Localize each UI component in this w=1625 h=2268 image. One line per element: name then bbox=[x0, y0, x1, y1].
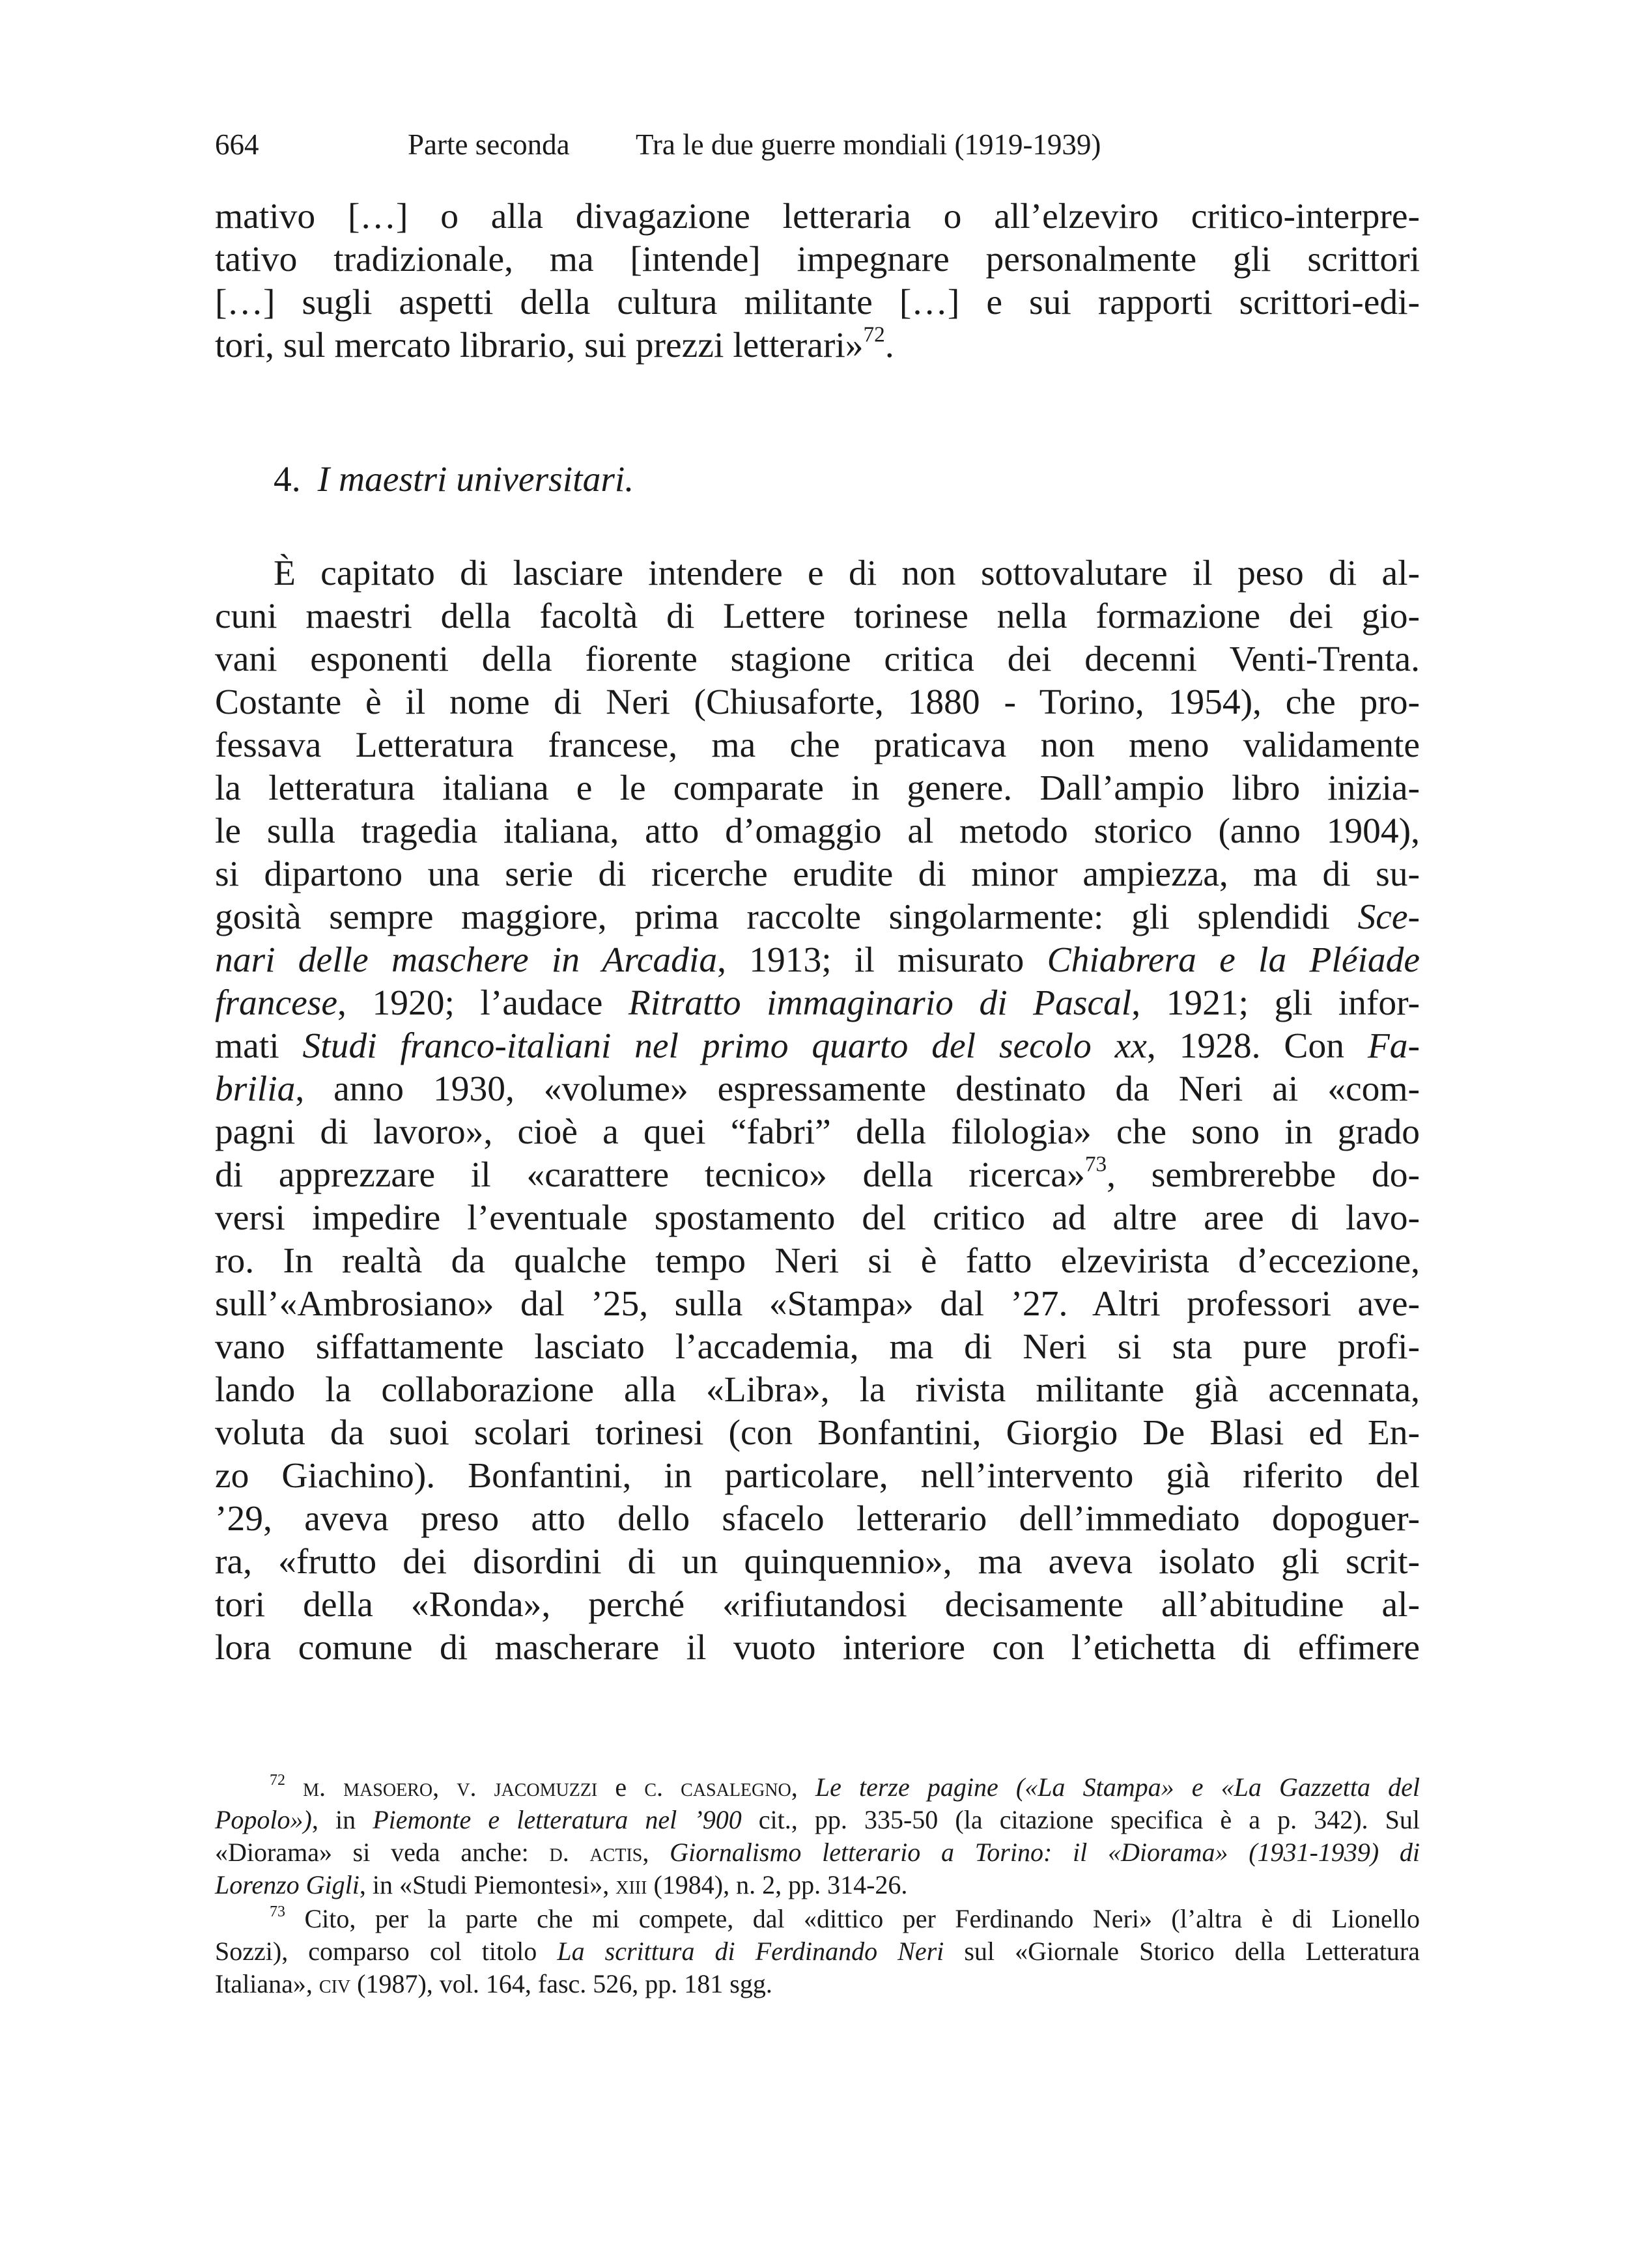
section-title: I maestri universitari. bbox=[317, 460, 634, 499]
text-line: È capitato di lasciare intendere e di non sottovalutare il peso di al- bbox=[274, 553, 1420, 593]
text-line: tativo tradizionale, ma [intende] impegnare personalmente gli scrittori bbox=[215, 240, 1420, 279]
section-heading bbox=[274, 458, 634, 501]
page-number: 664 bbox=[215, 128, 259, 161]
text-line: brilia, anno 1930, «volume» espressamente destinato da Neri ai «com- bbox=[215, 1069, 1420, 1109]
running-head-title: Tra le due guerre mondiali (1919-1939) bbox=[636, 128, 1101, 161]
text-line: ra, «frutto dei disordini di un quinquennio», ma aveva isolato gli scrit- bbox=[215, 1542, 1420, 1582]
text-line: tori, sul mercato librario, sui prezzi letterari»$^{72}$. bbox=[215, 322, 894, 365]
text-line: mativo […] o alla divagazione letteraria o all’elzeviro critico-interpre- bbox=[215, 197, 1420, 236]
text-line: versi impedire l’eventuale spostamento del critico ad altre aree di lavo- bbox=[215, 1198, 1420, 1238]
running-head-part: Parte seconda bbox=[408, 128, 570, 161]
text-line: cuni maestri della facoltà di Lettere torinese nella formazione dei gio- bbox=[215, 596, 1420, 636]
text-line: vani esponenti della fiorente stagione critica dei decenni Venti-Trenta. bbox=[215, 639, 1420, 679]
footnote-number: 72 bbox=[270, 1772, 285, 1789]
text-line: lora comune di mascherare il vuoto interiore con l’etichetta di effimere bbox=[215, 1628, 1420, 1668]
text-line: si dipartono una serie di ricerche erudite di minor ampiezza, ma di su- bbox=[215, 854, 1420, 894]
footnote-ref[interactable]: 73 bbox=[1084, 1152, 1107, 1177]
footnote-72-line: Popolo»), in Piemonte e letteratura nel ’900 cit., pp. 335-50 (la citazione specifica è a p. 342). Sul bbox=[215, 1805, 1420, 1834]
footnote-72-line: Lorenzo Gigli, in «Studi Piemontesi», xiii (1984), n. 2, pp. 314-26. bbox=[215, 1870, 908, 1899]
text-line: pagni di lavoro», cioè a quei “fabri” della filologia» che sono in grado bbox=[215, 1112, 1420, 1152]
text-line: di apprezzare il «carattere tecnico» della ricerca»$^{73}$, sembrerebbe do- bbox=[215, 1152, 1420, 1195]
text-line: ’29, aveva preso atto dello sfacelo letterario dell’immediato dopoguer- bbox=[215, 1499, 1420, 1539]
text-line: mati Studi franco-italiani nel primo quarto del secolo xx, 1928. Con Fa- bbox=[215, 1026, 1420, 1066]
footnote-ref[interactable]: 72 bbox=[863, 322, 885, 347]
text-line: tori della «Ronda», perché «rifiutandosi decisamente all’abitudine al- bbox=[215, 1585, 1420, 1625]
text-line: zo Giachino). Bonfantini, in particolare, nell’intervento già riferito del bbox=[215, 1456, 1420, 1496]
text-line: lando la collaborazione alla «Libra», la rivista militante già accennata, bbox=[215, 1370, 1420, 1410]
text-line: ro. In realtà da qualche tempo Neri si è fatto elzevirista d’eccezione, bbox=[215, 1241, 1420, 1281]
text-line: sull’«Ambrosiano» dal ’25, sulla «Stampa» dal ’27. Altri professori ave- bbox=[215, 1284, 1420, 1324]
text-line: la letteratura italiana e le comparate in genere. Dall’ampio libro inizia- bbox=[215, 768, 1420, 808]
section-number: 4. bbox=[274, 460, 301, 499]
text-line: vano siffattamente lasciato l’accademia, ma di Neri si sta pure profi- bbox=[215, 1327, 1420, 1367]
footnote-number: 73 bbox=[270, 1903, 285, 1921]
footnote-72-line: $^{72}$ m. masoero, v. jacomuzzi e c. casalegno, Le terze pagine («La Stampa» e «La Gazzetta del bbox=[270, 1772, 1420, 1802]
text-line: le sulla tragedia italiana, atto d’omaggio al metodo storico (anno 1904), bbox=[215, 811, 1420, 851]
footnote-72-line: «Diorama» si veda anche: d. actis, Giornalismo letterario a Torino: il «Diorama» (1931-1939) di bbox=[215, 1838, 1420, 1867]
footnote-73-line: $^{73}$ Cito, per la parte che mi compete, dal «dittico per Ferdinando Neri» (l’altra è di Lionello bbox=[270, 1903, 1420, 1933]
footnote-73-line: Sozzi), comparso col titolo La scrittura di Ferdinando Neri sul «Giornale Storico della Letteratura bbox=[215, 1937, 1420, 1966]
text-line: nari delle maschere in Arcadia, 1913; il misurato Chiabrera e la Pléiade bbox=[215, 940, 1420, 980]
text-line: gosità sempre maggiore, prima raccolte singolarmente: gli splendidi Sce- bbox=[215, 897, 1420, 937]
footnote-73-line: Italiana», civ (1987), vol. 164, fasc. 526, pp. 181 sgg. bbox=[215, 1969, 772, 1998]
text-line: Costante è il nome di Neri (Chiusaforte, 1880 - Torino, 1954), che pro- bbox=[215, 682, 1420, 722]
text-line: […] sugli aspetti della cultura militante […] e sui rapporti scrittori-edi- bbox=[215, 283, 1420, 322]
text-line: francese, 1920; l’audace Ritratto immaginario di Pascal, 1921; gli infor- bbox=[215, 983, 1420, 1023]
text-line: voluta da suoi scolari torinesi (con Bonfantini, Giorgio De Blasi ed En- bbox=[215, 1413, 1420, 1453]
text-line: fessava Letteratura francese, ma che praticava non meno validamente bbox=[215, 725, 1420, 765]
